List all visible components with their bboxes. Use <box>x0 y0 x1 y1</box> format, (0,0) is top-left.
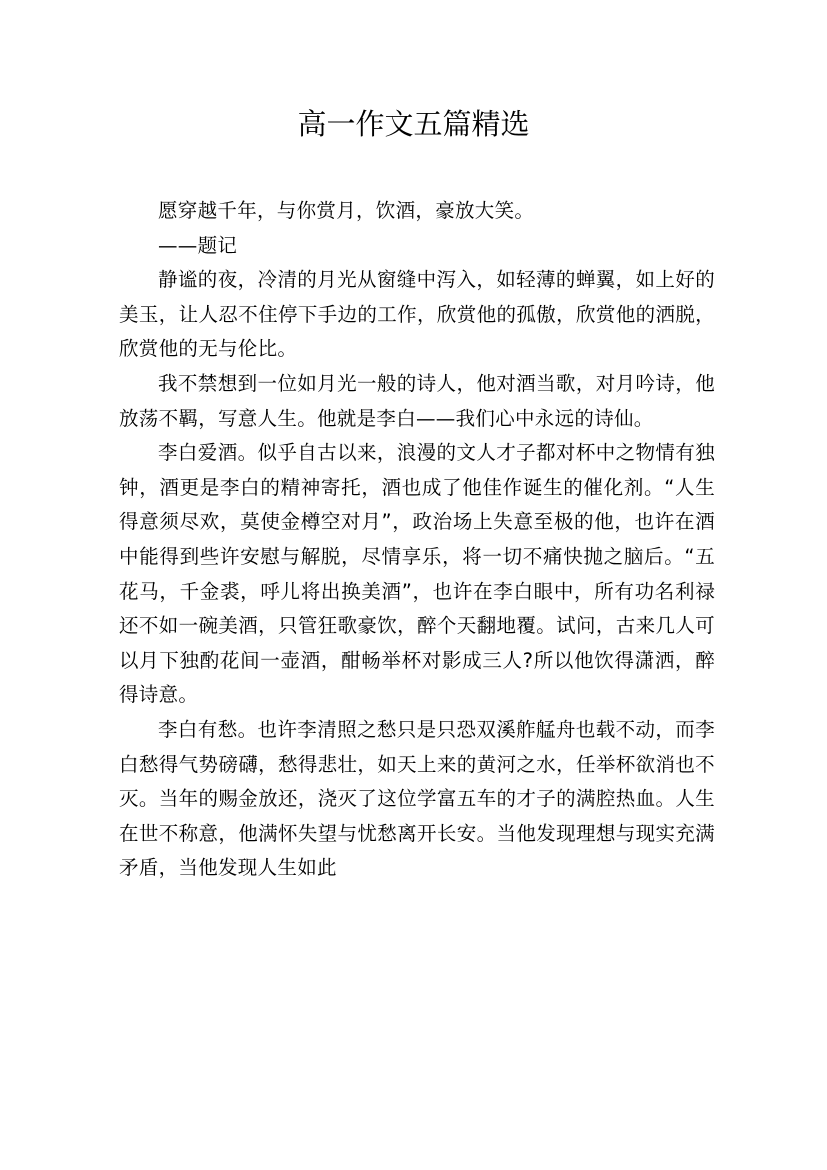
epigraph-attribution: ——题记 <box>158 233 238 257</box>
body-paragraph: 静谧的夜，冷清的月光从窗缝中泻入，如轻薄的蝉翼，如上好的美玉，让人忍不住停下手边的工作，欣赏他的孤傲，欣赏他的洒脱，欣赏他的无与伦比。 <box>119 268 715 361</box>
body-paragraph: 李白爱酒。似乎自古以来，浪漫的文人才子都对杯中之物情有独钟，酒更是李白的精神寄托，酒也成了他佳作诞生的催化剂。“人生得意须尽欢，莫使金樽空对月”，政治场上失意至极的他，也许在酒中能得到些许安慰与解脱，尽情享乐，将一切不痛快抛之脑后。“五花马，千金裘，呼儿将出换美酒”，也许在李白眼中，所有功名利禄还不如一碗美酒，只管狂歌豪饮，醉个天翻地覆。试问，古来几人可以月下独酌花间一壶酒，酣畅举杯对影成三人?所以他饮得潇洒，醉得诗意。 <box>119 441 715 707</box>
body-paragraph: 我不禁想到一位如月光一般的诗人，他对酒当歌，对月吟诗，他放荡不羁，写意人生。他就是李白——我们心中永远的诗仙。 <box>119 371 715 430</box>
document-body <box>119 194 715 886</box>
document-title: 高一作文五篇精选 <box>297 107 530 141</box>
epigraph-line: 愿穿越千年，与你赏月，饮酒，豪放大笑。 <box>158 199 535 222</box>
body-paragraph: 李白有愁。也许李清照之愁只是只恐双溪舴艋舟也载不动，而李白愁得气势磅礴，愁得悲壮，如天上来的黄河之水，任举杯欲消也不灭。当年的赐金放还，浇灭了这位学富五车的才子的满腔热血。人生在世不称意，他满怀失望与忧愁离开长安。当他发现理想与现实充满矛盾，当他发现人生如此 <box>119 717 715 880</box>
